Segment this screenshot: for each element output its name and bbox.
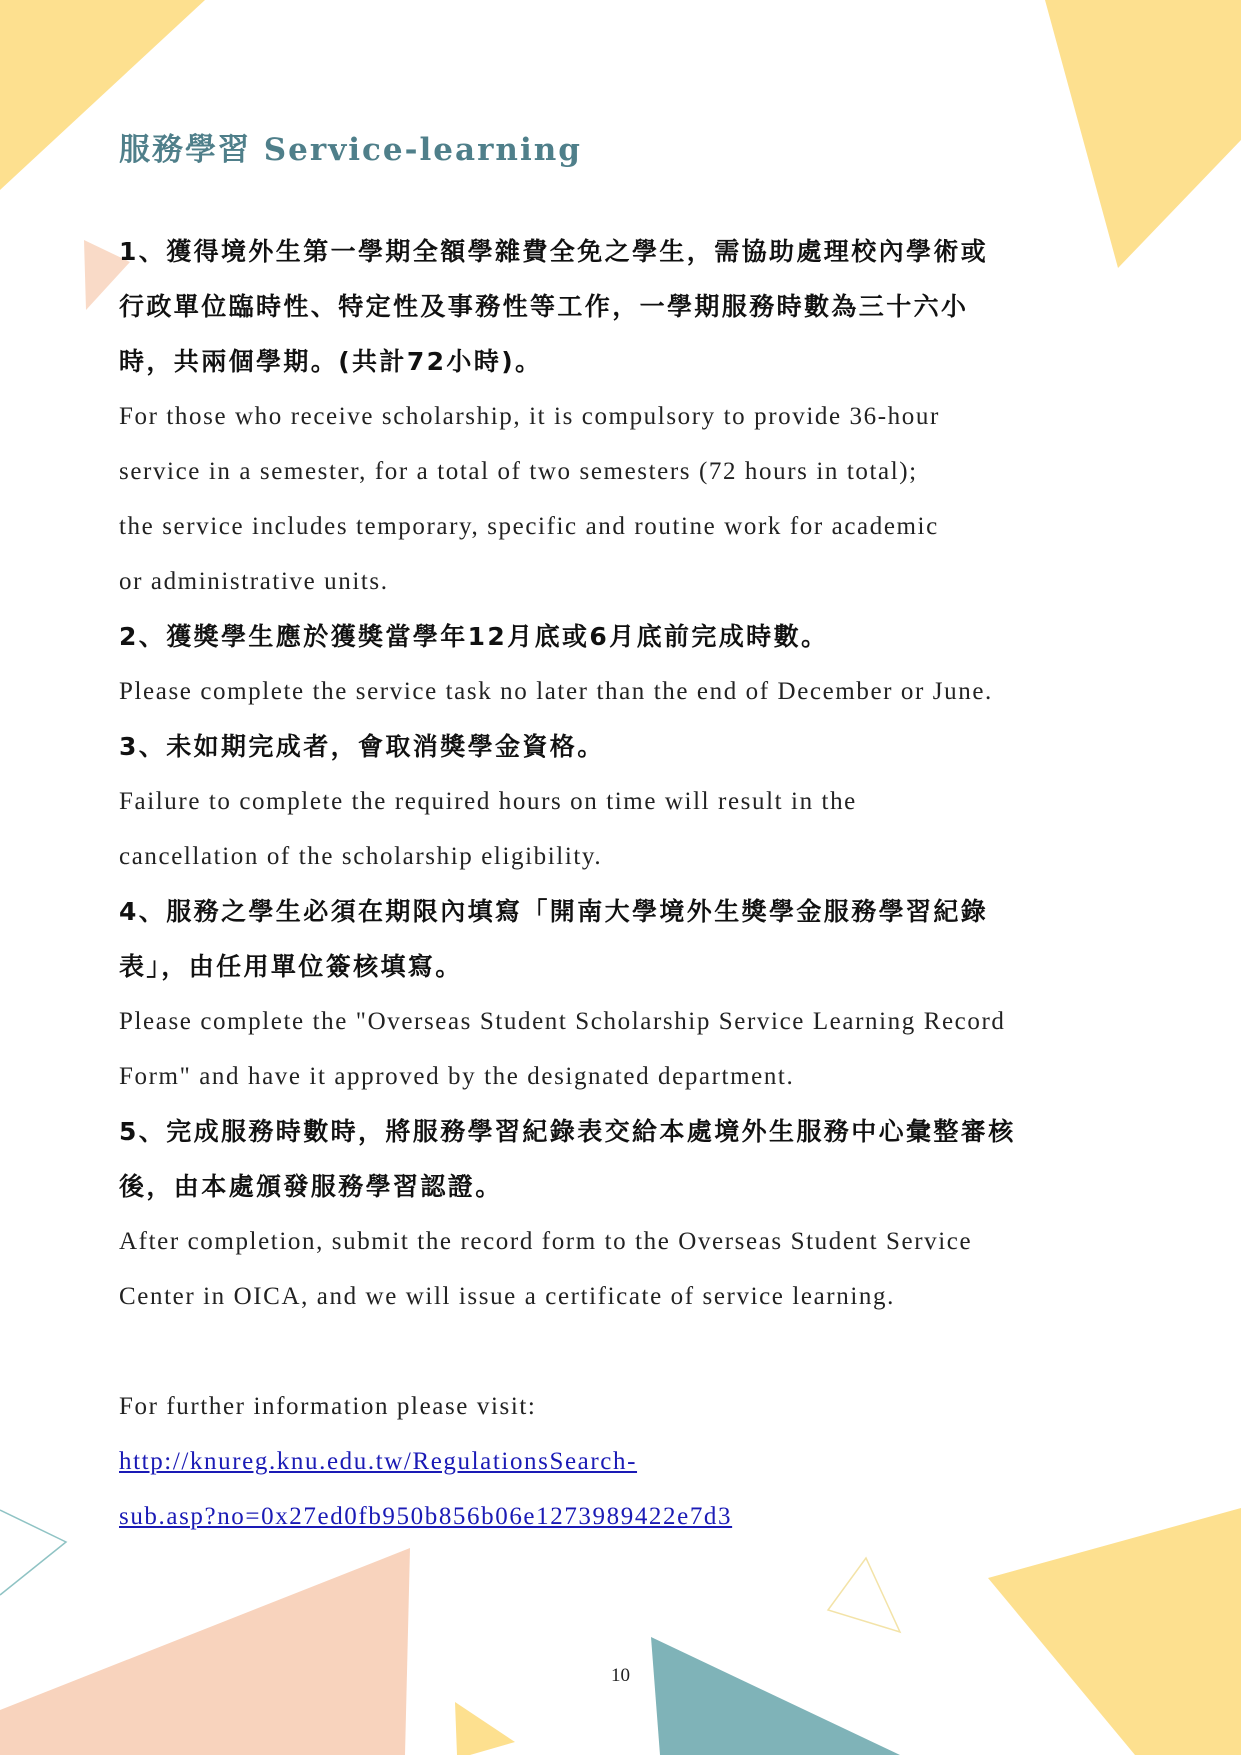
page-title: 服務學習 Service-learning — [119, 132, 582, 168]
page-number: 10 — [611, 1665, 630, 1686]
regulations-link-line-1[interactable]: http://knureg.knu.edu.tw/RegulationsSearch- — [119, 1448, 638, 1475]
peach-triangle-bottom-left — [0, 1548, 410, 1755]
item-1-zh-line: 時，共兩個學期。(共計72小時)。 — [119, 347, 543, 376]
teal-triangle-bottom — [651, 1637, 900, 1755]
item-3-en-line: Failure to complete the required hours on time will result in the — [119, 788, 857, 815]
item-5-en-line: After completion, submit the record form to the Overseas Student Service — [119, 1228, 973, 1255]
item-1-en-line: the service includes temporary, specific and routine work for academic — [119, 513, 939, 540]
yellow-triangle-bottom-small — [455, 1702, 515, 1755]
item-2-en-line: Please complete the service task no later than the end of December or June. — [119, 678, 993, 705]
item-5-zh-line: 5、完成服務時數時，將服務學習紀錄表交給本處境外生服務中心彙整審核 — [119, 1117, 1016, 1146]
item-4-zh-line: 表」，由任用單位簽核填寫。 — [119, 952, 463, 981]
item-3 — [119, 719, 1209, 884]
item-3-zh-line: 3、未如期完成者，會取消獎學金資格。 — [119, 732, 605, 761]
further-info — [119, 1379, 1209, 1544]
item-3-en-line: cancellation of the scholarship eligibility. — [119, 843, 603, 870]
item-4-en-line: Please complete the "Overseas Student Scholarship Service Learning Record — [119, 1008, 1006, 1035]
spacer — [119, 1324, 1209, 1379]
item-5-zh-line: 後，由本處頒發服務學習認證。 — [119, 1172, 503, 1201]
item-2 — [119, 609, 1209, 719]
item-5 — [119, 1104, 1209, 1324]
item-1-zh-line: 行政單位臨時性、特定性及事務性等工作，一學期服務時數為三十六小 — [119, 292, 969, 321]
further-info-label: For further information please visit: — [119, 1393, 537, 1420]
regulations-link-line-2[interactable]: sub.asp?no=0x27ed0fb950b856b06e1273989422e7d3 — [119, 1503, 733, 1530]
item-4-zh-line: 4、服務之學生必須在期限內填寫「開南大學境外生獎學金服務學習紀錄 — [119, 897, 989, 926]
yellow-triangle-bottom-right — [988, 1508, 1241, 1755]
item-4 — [119, 884, 1209, 1104]
main-content — [119, 128, 1209, 1544]
item-1-en-line: or administrative units. — [119, 568, 389, 595]
item-1-zh-line: 1、獲得境外生第一學期全額學雜費全免之學生，需協助處理校內學術或 — [119, 237, 989, 266]
item-1-en-line: service in a semester, for a total of two semesters (72 hours in total); — [119, 458, 918, 485]
item-2-zh-line: 2、獲獎學生應於獲獎當學年12月底或6月底前完成時數。 — [119, 622, 829, 651]
item-5-en-line: Center in OICA, and we will issue a certificate of service learning. — [119, 1283, 895, 1310]
item-1 — [119, 224, 1209, 609]
item-4-en-line: Form" and have it approved by the designated department. — [119, 1063, 795, 1090]
teal-outline-triangle-left — [0, 1510, 66, 1595]
item-1-en-line: For those who receive scholarship, it is compulsory to provide 36-hour — [119, 403, 940, 430]
yellow-outline-triangle — [828, 1558, 900, 1632]
